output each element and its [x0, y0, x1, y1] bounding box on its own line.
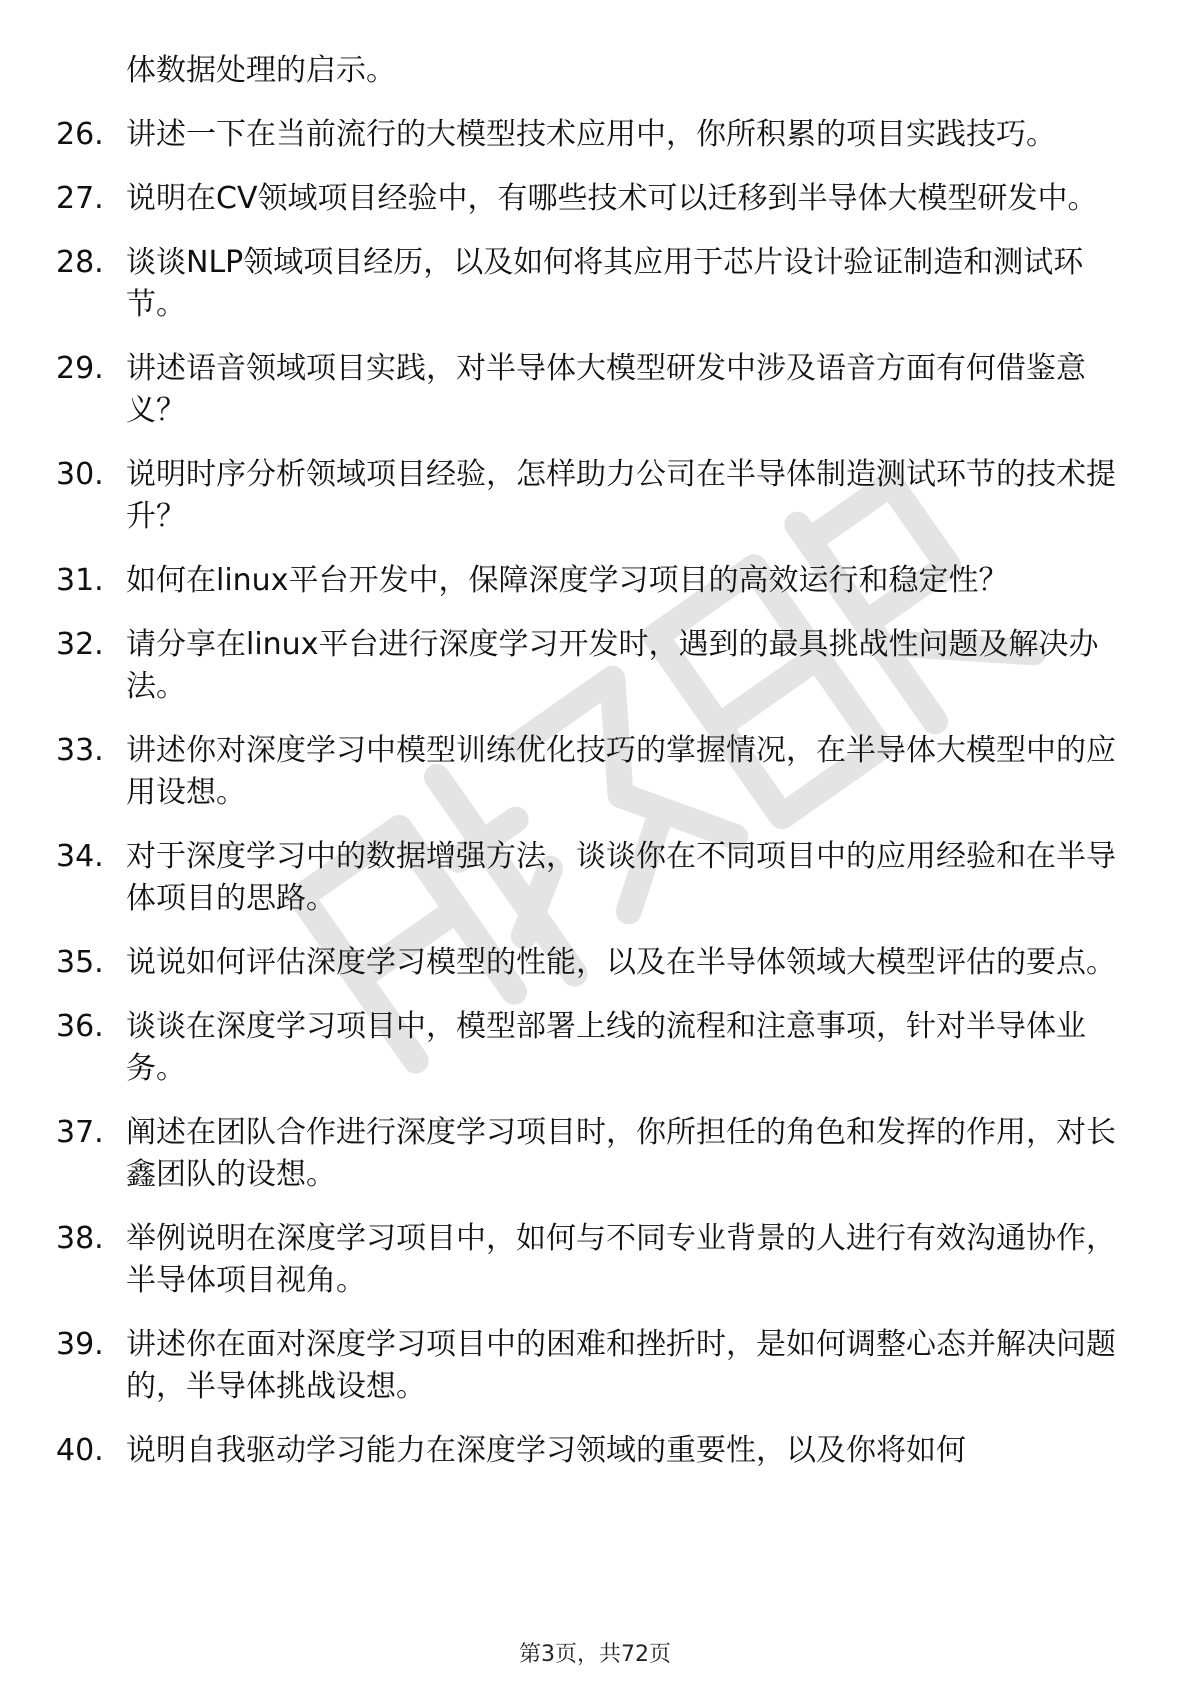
- item-number: 37.: [56, 1115, 104, 1150]
- item-number: 26.: [56, 117, 104, 152]
- item-text: 举例说明在深度学习项目中，如何与不同专业背景的人进行有效沟通协作，半导体项目视角。: [126, 1221, 1116, 1298]
- item-text: 如何在linux平台开发中，保障深度学习项目的高效运行和稳定性？: [126, 563, 1009, 598]
- item-text: 对于深度学习中的数据增强方法，谈谈你在不同项目中的应用经验和在半导体项目的思路。: [126, 839, 1116, 916]
- list-item: [56, 454, 1136, 538]
- item-number: 39.: [56, 1327, 104, 1362]
- item-text: 说明在CV领域项目经验中，有哪些技术可以迁移到半导体大模型研发中。: [126, 181, 1098, 216]
- item-text: 谈谈在深度学习项目中，模型部署上线的流程和注意事项，针对半导体业务。: [126, 1009, 1086, 1086]
- item-number: 36.: [56, 1009, 104, 1044]
- item-text: 说明时序分析领域项目经验，怎样助力公司在半导体制造测试环节的技术提升？: [126, 457, 1116, 534]
- list-item: [56, 178, 1136, 220]
- question-list: [56, 50, 1136, 1494]
- list-item: [56, 1218, 1136, 1302]
- item-text: 讲述一下在当前流行的大模型技术应用中，你所积累的项目实践技巧。: [126, 117, 1056, 152]
- list-item: [56, 1112, 1136, 1196]
- page-footer: 第3页，共72页: [519, 1642, 671, 1667]
- item-text: 说明自我驱动学习能力在深度学习领域的重要性，以及你将如何: [126, 1433, 966, 1468]
- item-number: 30.: [56, 457, 104, 492]
- item-number: 34.: [56, 839, 104, 874]
- item-number: 35.: [56, 945, 104, 980]
- item-number: 33.: [56, 733, 104, 768]
- item-number: 40.: [56, 1433, 104, 1468]
- item-number: 38.: [56, 1221, 104, 1256]
- item-number: 32.: [56, 627, 104, 662]
- item-number: 28.: [56, 245, 104, 280]
- list-item: [56, 560, 1136, 602]
- continuation-text: 体数据处理的启示。: [126, 53, 396, 88]
- item-number: 31.: [56, 563, 104, 598]
- item-text: 讲述你对深度学习中模型训练优化技巧的掌握情况，在半导体大模型中的应用设想。: [126, 733, 1116, 810]
- list-item: [56, 1324, 1136, 1408]
- item-text: 阐述在团队合作进行深度学习项目时，你所担任的角色和发挥的作用，对长鑫团队的设想。: [126, 1115, 1116, 1192]
- list-item: [56, 348, 1136, 432]
- item-number: 27.: [56, 181, 104, 216]
- list-item: [56, 836, 1136, 920]
- list-item: [56, 114, 1136, 156]
- item-number: 29.: [56, 351, 104, 386]
- list-item: [56, 624, 1136, 708]
- item-text: 讲述你在面对深度学习项目中的困难和挫折时，是如何调整心态并解决问题的，半导体挑战设想。: [126, 1327, 1116, 1404]
- list-item: [56, 242, 1136, 326]
- item-text: 讲述语音领域项目实践，对半导体大模型研发中涉及语音方面有何借鉴意义？: [126, 351, 1086, 428]
- list-item: [56, 1430, 1136, 1472]
- list-item: [56, 1006, 1136, 1090]
- item-text: 请分享在linux平台进行深度学习开发时，遇到的最具挑战性问题及解决办法。: [126, 627, 1099, 704]
- list-item: [56, 942, 1136, 984]
- list-item: [56, 730, 1136, 814]
- item-text: 谈谈NLP领域项目经历，以及如何将其应用于芯片设计验证制造和测试环节。: [126, 245, 1084, 322]
- item-text: 说说如何评估深度学习模型的性能，以及在半导体领域大模型评估的要点。: [126, 945, 1116, 980]
